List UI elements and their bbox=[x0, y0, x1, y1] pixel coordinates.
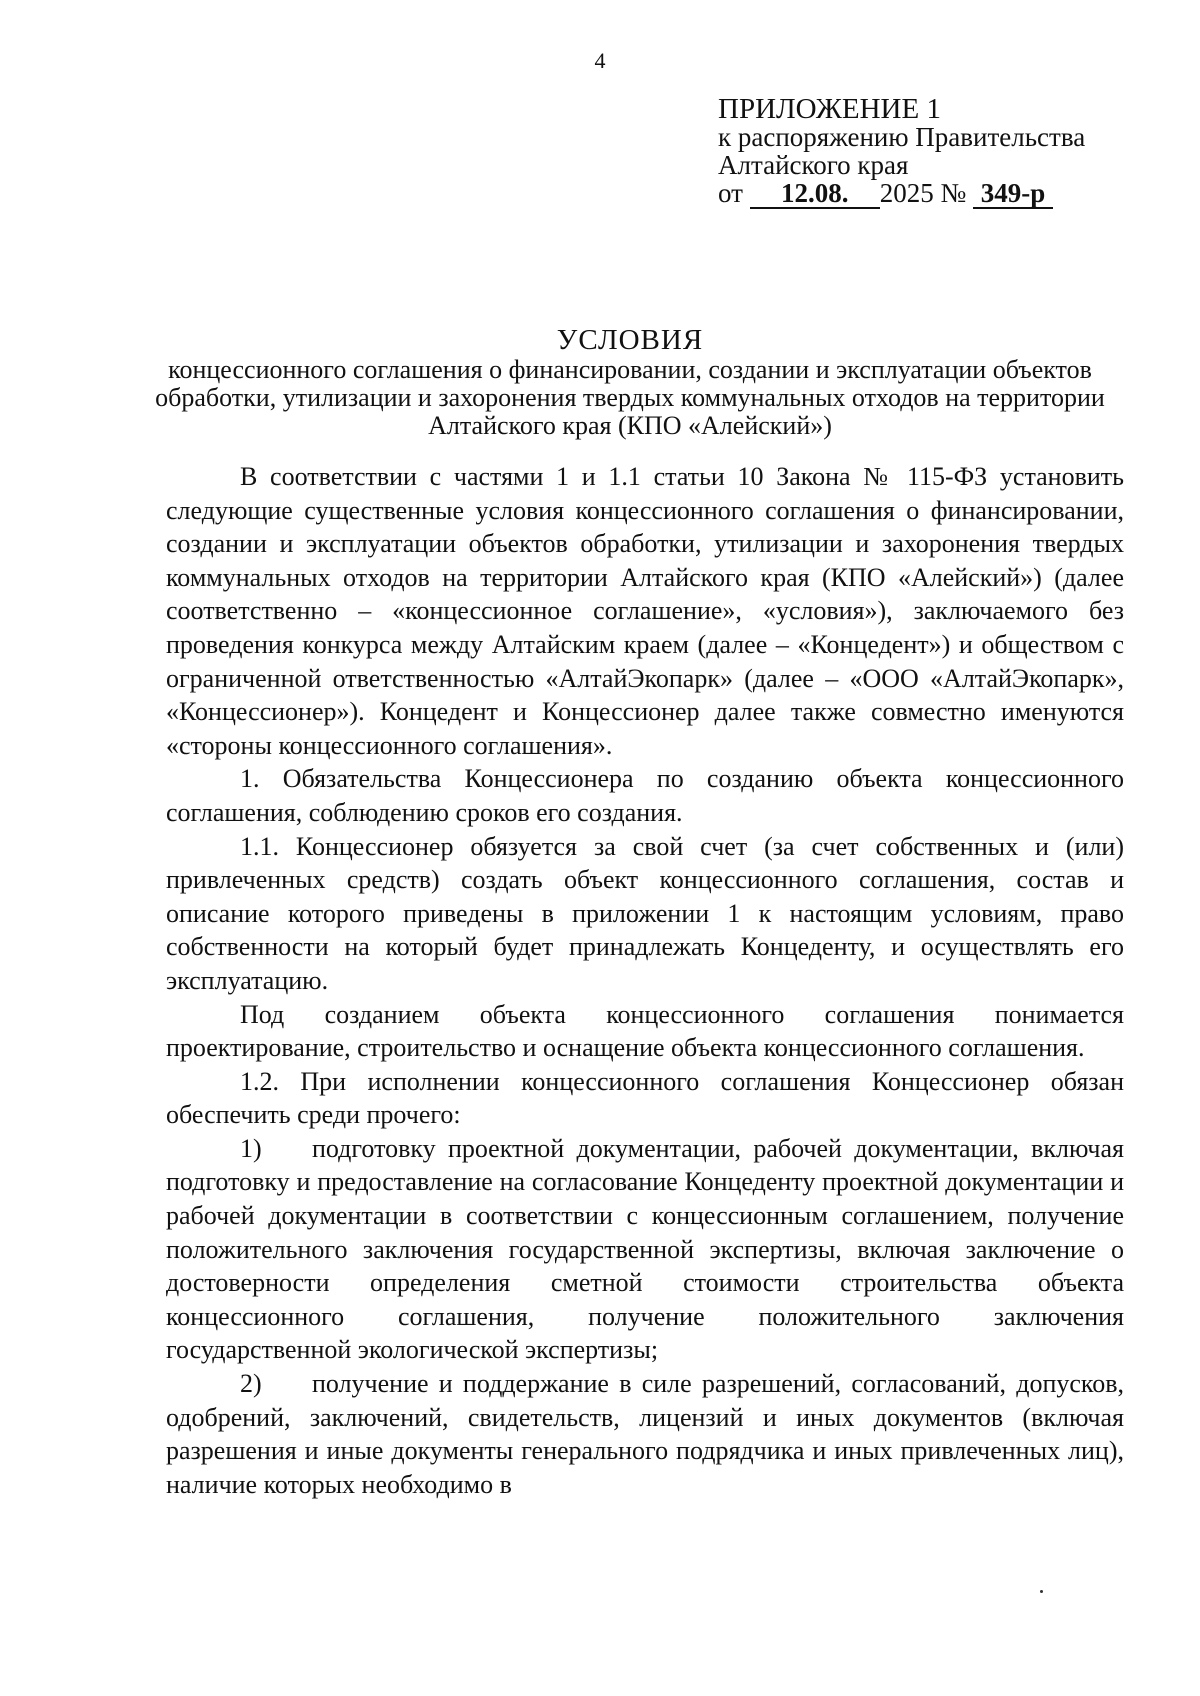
list-item-text: подготовку проектной документации, рабочей документации, включая подготовку и предоставление на согласование Концеденту проектной документации и рабочей документации в соответствии с концессионным соглашением, получение положительного заключения государственной экспертизы, включая заключение о достоверности определения сметной стоимости строительства объекта концессионного соглашения, получение положительного заключения государственной экологической экспертизы; bbox=[166, 1133, 1124, 1365]
heading-subtitle: концессионного соглашения о финансировании, создании и эксплуатации объектов обработки, утилизации и захоронения твердых коммунальных отходов на территории Алтайского края (КПО «Алейский») bbox=[155, 355, 1105, 440]
scan-speck bbox=[1040, 1590, 1043, 1593]
paragraph: 1. Обязательства Концессионера по созданию объекта концессионного соглашения, соблюдению сроков его создания. bbox=[166, 764, 1124, 827]
page-number: 4 bbox=[594, 48, 606, 73]
list-item bbox=[166, 1367, 1124, 1501]
annex-date-prefix: от bbox=[718, 178, 743, 208]
paragraph: 1.1. Концессионер обязуется за свой счет (за счет собственных и (или) привлеченных средств) создать объект концессионного соглашения, состав и описание которого приведены в приложении 1 к настоящим условиям, право собственности на который будет принадлежать Концеденту, и осуществлять его эксплуатацию. bbox=[166, 831, 1124, 995]
paragraph: 1.2. При исполнении концессионного соглашения Концессионер обязан обеспечить среди прочего: bbox=[166, 1066, 1124, 1130]
annex-block bbox=[718, 95, 1085, 209]
annex-doc-number: 349-р bbox=[973, 179, 1053, 209]
document-heading bbox=[150, 324, 1110, 440]
annex-date-line bbox=[718, 179, 1085, 209]
list-item bbox=[166, 1132, 1124, 1367]
list-item-number: 2) bbox=[240, 1369, 262, 1399]
paragraph: Под созданием объекта концессионного соглашения понимается проектирование, строительство и оснащение объекта концессионного соглашения. bbox=[166, 999, 1124, 1063]
annex-year: 2025 № bbox=[879, 178, 967, 208]
heading-title: УСЛОВИЯ bbox=[556, 324, 704, 356]
document-body bbox=[166, 460, 1124, 1501]
annex-line-1: к распоряжению Правительства bbox=[718, 122, 1086, 152]
list-item-number: 1) bbox=[240, 1133, 262, 1163]
annex-line-2: Алтайского края bbox=[718, 150, 909, 180]
annex-date-value: 12.08. bbox=[750, 179, 880, 209]
list-item-text: получение и поддержание в силе разрешений, согласований, допусков, одобрений, заключений, свидетельств, лицензий и иных документов (включая разрешения и иные документы генерального подрядчика и иных привлеченных лиц), наличие которых необходимо в bbox=[166, 1369, 1124, 1499]
annex-title: ПРИЛОЖЕНИЕ 1 bbox=[718, 93, 941, 125]
paragraph: В соответствии с частями 1 и 1.1 статьи 10 Закона № 115-ФЗ установить следующие существенные условия концессионного соглашения о финансировании, создании и эксплуатации объектов обработки, утилизации и захоронения твердых коммунальных отходов на территории Алтайского края (КПО «Алейский») (далее соответственно – «концессионное соглашение», «условия»), заключаемого без проведения конкурса между Алтайским краем (далее – «Концедент») и обществом с ограниченной ответственностью «АлтайЭкопарк» (далее – «ООО «АлтайЭкопарк», «Концессионер»). Концедент и Концессионер далее также совместно именуются «стороны концессионного соглашения». bbox=[166, 462, 1124, 760]
